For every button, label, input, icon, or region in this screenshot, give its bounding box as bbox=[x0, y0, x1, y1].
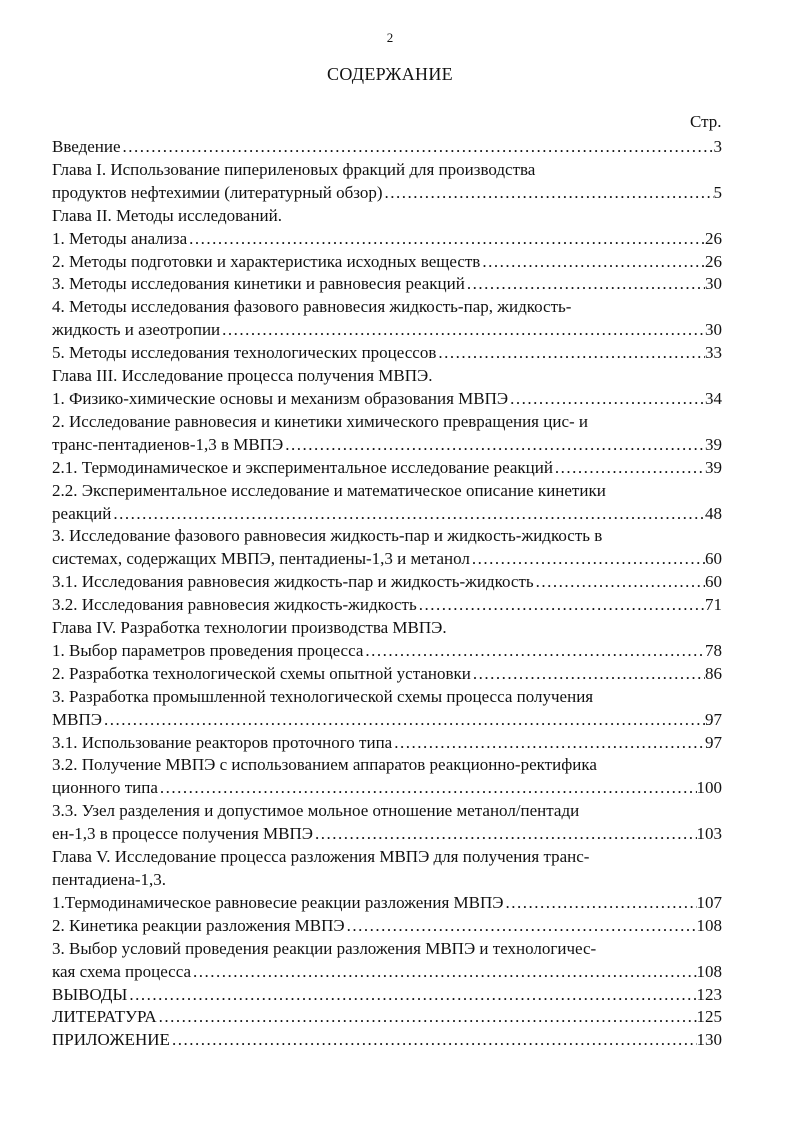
toc-entry-page: 130 bbox=[696, 1030, 722, 1050]
toc-entry bbox=[52, 1029, 722, 1052]
toc-entry bbox=[52, 892, 722, 915]
toc-entry-text: 3. Исследование фазового равновесия жидкость-пар и жидкость-жидкость в bbox=[52, 526, 603, 546]
toc-entry-page: 34 bbox=[705, 388, 722, 408]
toc-entry-page: 48 bbox=[705, 503, 722, 523]
toc-entry bbox=[52, 525, 722, 571]
toc-entry-page: 39 bbox=[705, 434, 722, 454]
toc-entry-line bbox=[52, 548, 722, 571]
dot-leader bbox=[121, 136, 714, 159]
toc-entry-line bbox=[52, 709, 722, 732]
toc-entry bbox=[52, 296, 722, 342]
toc-entry-text: Глава III. Исследование процесса получения МВПЭ. bbox=[52, 366, 433, 386]
toc-entry-text: кая схема процесса bbox=[52, 961, 192, 981]
dot-leader bbox=[345, 915, 697, 938]
toc-entry-text: ен-1,3 в процессе получения МВПЭ bbox=[52, 824, 314, 844]
page-column-label: Стр. bbox=[690, 112, 722, 131]
toc-entry-text: МВПЭ bbox=[52, 709, 102, 729]
toc-entry-page: 100 bbox=[696, 778, 722, 798]
toc-entry-page: 30 bbox=[705, 274, 722, 294]
toc-entry-line bbox=[52, 1006, 722, 1029]
toc-entry-page: 26 bbox=[705, 251, 722, 271]
toc-entry-text: Глава V. Исследование процесса разложения МВПЭ для получения транс- bbox=[52, 847, 590, 867]
dot-leader bbox=[220, 319, 705, 342]
toc-entry bbox=[52, 754, 722, 800]
toc-entry bbox=[52, 640, 722, 663]
toc-entry-text: 4. Методы исследования фазового равновесия жидкость-пар, жидкость- bbox=[52, 297, 572, 317]
toc-entry-text: 2. Методы подготовки и характеристика исходных веществ bbox=[52, 251, 481, 271]
dot-leader bbox=[553, 457, 705, 480]
toc-entry bbox=[52, 273, 722, 296]
toc-entry bbox=[52, 480, 722, 526]
toc-entry-line bbox=[52, 732, 722, 755]
toc-entry-page: 97 bbox=[705, 709, 722, 729]
dot-leader bbox=[111, 503, 705, 526]
toc-entry bbox=[52, 800, 722, 846]
dot-leader bbox=[170, 1029, 697, 1052]
toc-entry-page: 108 bbox=[696, 915, 722, 935]
toc-entry-line bbox=[52, 342, 722, 365]
toc-entry-page: 71 bbox=[705, 595, 722, 615]
dot-leader bbox=[470, 548, 705, 571]
toc-entry-text: продуктов нефтехимии (литературный обзор) bbox=[52, 182, 383, 202]
toc-entry bbox=[52, 732, 722, 755]
toc-entry-text: 5. Методы исследования технологических процессов bbox=[52, 343, 437, 363]
dot-leader bbox=[127, 984, 696, 1007]
toc-entry-text: реакций bbox=[52, 503, 112, 523]
toc-entry-text: 3.2. Получение МВПЭ с использованием аппаратов реакционно-ректифика bbox=[52, 755, 597, 775]
dot-leader bbox=[508, 388, 705, 411]
toc-entry-text: 1. Выбор параметров проведения процесса bbox=[52, 640, 364, 660]
toc-entry bbox=[52, 686, 722, 732]
toc-entry-page: 97 bbox=[705, 732, 722, 752]
toc-entry bbox=[52, 205, 722, 228]
toc-entry bbox=[52, 1006, 722, 1029]
toc-entry-page: 60 bbox=[705, 572, 722, 592]
toc-entry-line bbox=[52, 640, 722, 663]
dot-leader bbox=[392, 732, 705, 755]
toc-entry-line bbox=[52, 251, 722, 274]
dot-leader bbox=[471, 663, 705, 686]
dot-leader bbox=[187, 228, 705, 251]
toc-entry-text: 3.1. Исследования равновесия жидкость-пар и жидкость-жидкость bbox=[52, 572, 534, 592]
toc-entry-text: транс-пентадиенов-1,3 в МВПЭ bbox=[52, 434, 284, 454]
toc-entry-text: 3.2. Исследования равновесия жидкость-жидкость bbox=[52, 595, 417, 615]
toc-entry-line bbox=[52, 1029, 722, 1052]
toc-entry-text: Введение bbox=[52, 137, 121, 156]
toc-entry-text: Глава IV. Разработка технологии производства МВПЭ. bbox=[52, 618, 447, 638]
toc-entry-line bbox=[52, 434, 722, 457]
toc-entry-page: 78 bbox=[705, 640, 722, 660]
toc-entry bbox=[52, 984, 722, 1007]
toc-entry-text: 3.1. Использование реакторов проточного типа bbox=[52, 732, 393, 752]
dot-leader bbox=[191, 961, 696, 984]
page-number: 2 bbox=[386, 30, 394, 45]
dot-leader bbox=[465, 273, 705, 296]
dot-leader bbox=[480, 251, 705, 274]
dot-leader bbox=[102, 709, 705, 732]
toc-entry-page: 103 bbox=[696, 824, 722, 844]
toc-entry bbox=[52, 571, 722, 594]
toc-entry-page: 108 bbox=[696, 961, 722, 981]
toc-entry-page: 33 bbox=[705, 343, 722, 363]
toc-entry-page: 123 bbox=[696, 984, 722, 1004]
toc-entry-text: 2.2. Экспериментальное исследование и математическое описание кинетики bbox=[52, 480, 606, 500]
toc-entry-text: жидкость и азеотропии bbox=[52, 320, 221, 340]
toc-entry-text: 2.1. Термодинамическое и экспериментальное исследование реакций bbox=[52, 457, 553, 477]
dot-leader bbox=[503, 892, 696, 915]
toc-entry-line bbox=[52, 136, 722, 159]
toc-entry-line bbox=[52, 823, 722, 846]
toc-entry-line bbox=[52, 457, 722, 480]
toc-entry bbox=[52, 136, 722, 159]
toc-entry-text: 3. Выбор условий проведения реакции разложения МВПЭ и технологичес- bbox=[52, 938, 597, 958]
toc-entry-line bbox=[52, 892, 722, 915]
toc-entry-text: 3. Разработка промышленной технологической схемы процесса получения bbox=[52, 686, 594, 706]
toc-entry-page: 125 bbox=[696, 1007, 722, 1027]
toc-entry-line bbox=[52, 503, 722, 526]
toc-entry-text: 1.Термодинамическое равновесие реакции разложения МВПЭ bbox=[52, 892, 504, 912]
dot-leader bbox=[313, 823, 696, 846]
toc-entry-page: 60 bbox=[705, 549, 722, 569]
toc-entry bbox=[52, 342, 722, 365]
toc-entry-line bbox=[52, 571, 722, 594]
toc-entry-text: 1. Физико-химические основы и механизм образования МВПЭ bbox=[52, 388, 509, 408]
toc-entry bbox=[52, 251, 722, 274]
toc-entry-text: ционного типа bbox=[52, 778, 158, 798]
toc-entry-text: ВЫВОДЫ bbox=[52, 984, 128, 1004]
toc-entry bbox=[52, 846, 722, 892]
toc-entry-page: 26 bbox=[705, 228, 722, 248]
toc-entry-text: 1. Методы анализа bbox=[52, 228, 188, 248]
dot-leader bbox=[363, 640, 705, 663]
toc-entry-line bbox=[52, 984, 722, 1007]
toc-entry bbox=[52, 663, 722, 686]
toc-entry-text: ПРИЛОЖЕНИЕ bbox=[52, 1030, 170, 1050]
dot-leader bbox=[417, 594, 705, 617]
toc-entry-text: 2. Кинетика реакции разложения МВПЭ bbox=[52, 915, 345, 935]
page-title: СОДЕРЖАНИЕ bbox=[327, 64, 453, 84]
toc-entry-line bbox=[52, 777, 722, 800]
toc-entry-page: 5 bbox=[713, 182, 722, 202]
toc-entry-text: 2. Разработка технологической схемы опытной установки bbox=[52, 663, 471, 683]
toc-entry-page: 107 bbox=[696, 892, 722, 912]
table-of-contents bbox=[52, 136, 722, 1052]
dot-leader bbox=[158, 777, 697, 800]
dot-leader bbox=[534, 571, 705, 594]
toc-entry-page: 86 bbox=[705, 663, 722, 683]
toc-entry bbox=[52, 159, 722, 205]
toc-entry-page: 3 bbox=[713, 137, 722, 156]
toc-entry-line bbox=[52, 273, 722, 296]
toc-entry-line bbox=[52, 182, 722, 205]
dot-leader bbox=[283, 434, 705, 457]
dot-leader bbox=[436, 342, 705, 365]
toc-entry-text: Глава II. Методы исследований. bbox=[52, 205, 283, 225]
toc-entry bbox=[52, 365, 722, 388]
toc-entry bbox=[52, 457, 722, 480]
toc-entry-text: пентадиена-1,3. bbox=[52, 870, 167, 889]
dot-leader bbox=[383, 182, 714, 205]
toc-entry-page: 30 bbox=[705, 320, 722, 340]
toc-entry bbox=[52, 915, 722, 938]
toc-entry-text: 3. Методы исследования кинетики и равновесия реакций bbox=[52, 274, 465, 294]
toc-entry-line bbox=[52, 319, 722, 342]
toc-entry-line bbox=[52, 915, 722, 938]
toc-entry-text: 3.3. Узел разделения и допустимое мольное отношение метанол/пентади bbox=[52, 801, 580, 821]
toc-entry-text: ЛИТЕРАТУРА bbox=[52, 1007, 157, 1027]
toc-entry bbox=[52, 228, 722, 251]
toc-entry-line bbox=[52, 594, 722, 617]
toc-entry-text: системах, содержащих МВПЭ, пентадиены-1,3 и метанол bbox=[52, 549, 470, 569]
toc-entry bbox=[52, 411, 722, 457]
toc-entry-line bbox=[52, 228, 722, 251]
toc-entry bbox=[52, 388, 722, 411]
toc-entry bbox=[52, 594, 722, 617]
toc-entry-text: Глава I. Использование пипериленовых фракций для производства bbox=[52, 159, 536, 179]
toc-entry-line bbox=[52, 388, 722, 411]
toc-entry-line bbox=[52, 663, 722, 686]
dot-leader bbox=[157, 1006, 697, 1029]
toc-entry-page: 39 bbox=[705, 457, 722, 477]
toc-entry bbox=[52, 617, 722, 640]
toc-entry-line bbox=[52, 961, 722, 984]
toc-entry-text: 2. Исследование равновесия и кинетики химического превращения цис- и bbox=[52, 411, 588, 431]
toc-entry bbox=[52, 938, 722, 984]
